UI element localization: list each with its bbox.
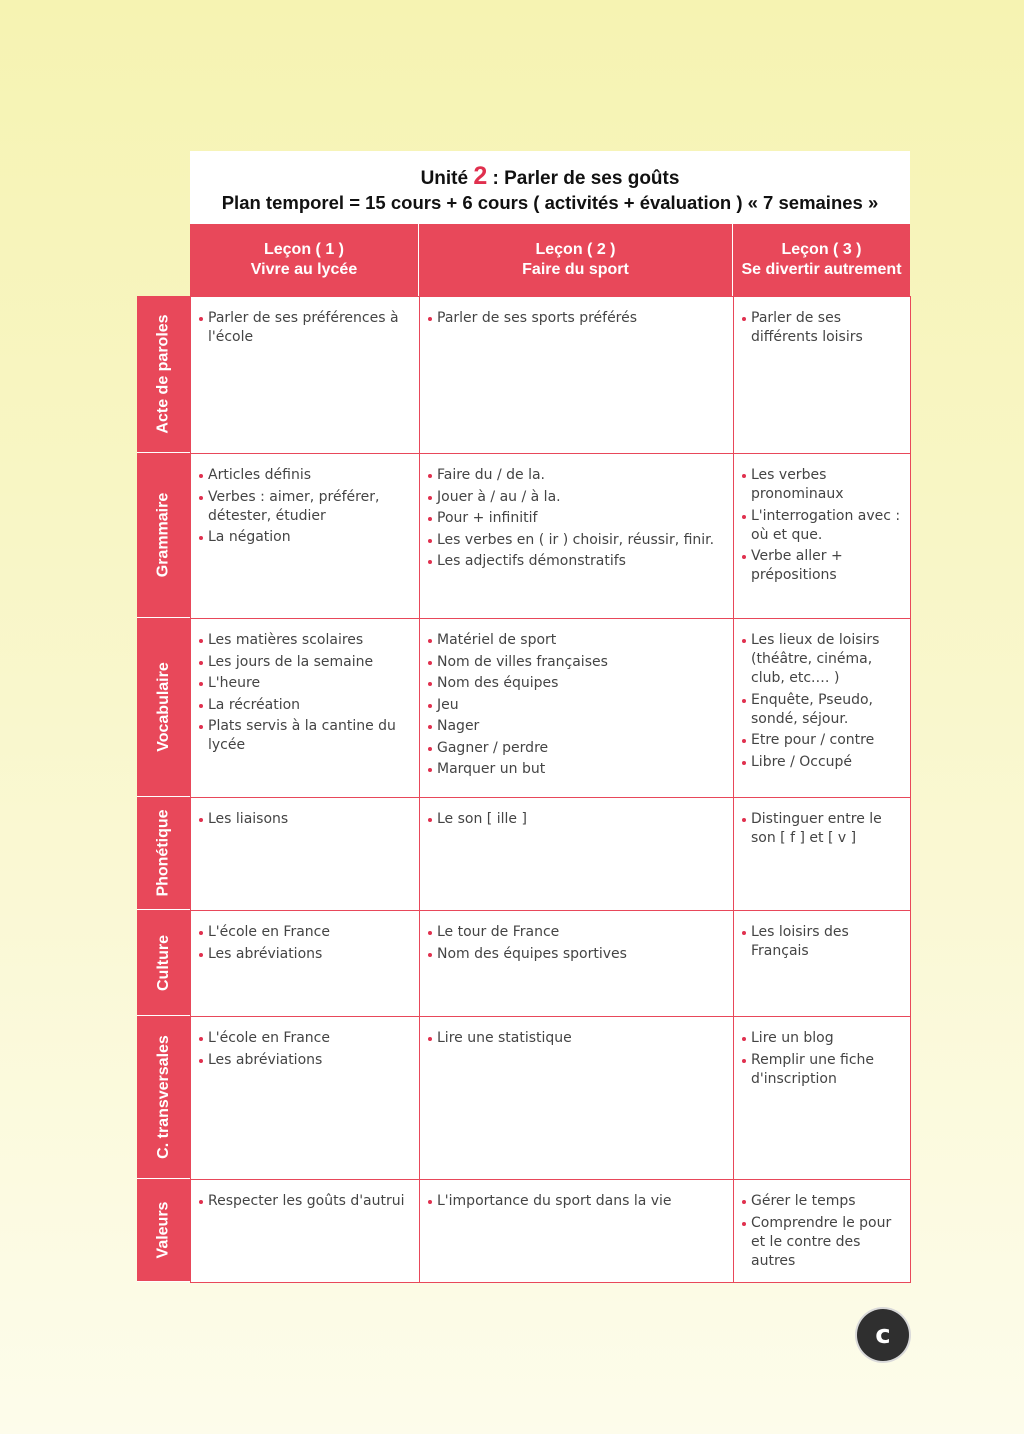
row-label <box>137 453 190 618</box>
lesson-2-number: Leçon ( 2 ) <box>535 241 616 258</box>
row-label <box>137 910 190 1016</box>
bullet-list <box>742 1029 902 1089</box>
bullet-list <box>199 923 411 964</box>
table-cell <box>733 618 911 798</box>
lesson-3-number: Leçon ( 3 ) <box>781 241 862 258</box>
row-label-text: C. transversales <box>154 1035 172 1159</box>
list-item: Le tour de France <box>428 923 725 942</box>
bullet-list <box>742 466 902 585</box>
bullet-list <box>742 309 902 347</box>
bullet-list <box>199 631 411 755</box>
bullet-list <box>428 466 725 571</box>
table-cell <box>733 453 911 619</box>
list-item: Parler de ses sports préférés <box>428 309 725 328</box>
bullet-list <box>199 1192 411 1211</box>
list-item: Nom des équipes <box>428 674 725 693</box>
unit-title-box <box>190 151 910 224</box>
list-item: Les verbes pronominaux <box>742 466 902 504</box>
bullet-list <box>742 631 902 772</box>
table-cell <box>190 1016 420 1180</box>
list-item: Enquête, Pseudo, sondé, séjour. <box>742 691 902 729</box>
list-item: Les matières scolaires <box>199 631 411 650</box>
list-item: Comprendre le pour et le contre des autres <box>742 1214 902 1271</box>
list-item: Gérer le temps <box>742 1192 902 1211</box>
row-label-text: Acte de paroles <box>154 314 172 434</box>
list-item: Plats servis à la cantine du lycée <box>199 717 411 755</box>
bullet-list <box>742 923 902 961</box>
table-cell <box>419 910 734 1017</box>
lesson-2-theme: Faire du sport <box>522 261 629 278</box>
unit-prefix: Unité <box>420 168 469 189</box>
row-label <box>137 296 190 453</box>
list-item: Les adjectifs démonstratifs <box>428 552 725 571</box>
list-item: Remplir une fiche d'inscription <box>742 1051 902 1089</box>
row-label <box>137 1179 190 1282</box>
list-item: Articles définis <box>199 466 411 485</box>
table-cell <box>419 1016 734 1180</box>
row-label-text: Valeurs <box>154 1201 172 1259</box>
list-item: L'école en France <box>199 1029 411 1048</box>
unit-name: : Parler de ses goûts <box>492 168 680 189</box>
list-item: Parler de ses préférences à l'école <box>199 309 411 347</box>
bullet-list <box>199 309 411 347</box>
list-item: Les abréviations <box>199 945 411 964</box>
list-item: Nager <box>428 717 725 736</box>
list-item: Les loisirs des Français <box>742 923 902 961</box>
table-cell <box>419 618 734 798</box>
row-label-text: Culture <box>154 934 172 991</box>
list-item: Marquer un but <box>428 760 725 779</box>
list-item: Lire un blog <box>742 1029 902 1048</box>
bullet-list <box>428 1029 725 1048</box>
row-label <box>137 797 190 910</box>
table-cell <box>419 296 734 454</box>
list-item: Lire une statistique <box>428 1029 725 1048</box>
list-item: Les verbes en ( ir ) choisir, réussir, finir. <box>428 531 725 550</box>
list-item: Jeu <box>428 696 725 715</box>
list-item: Faire du / de la. <box>428 466 725 485</box>
list-item: Matériel de sport <box>428 631 725 650</box>
time-plan: Plan temporel = 15 cours + 6 cours ( activités + évaluation ) « 7 semaines » <box>221 192 879 213</box>
list-item: Verbe aller + prépositions <box>742 547 902 585</box>
bullet-list <box>428 810 725 829</box>
table-cell <box>733 1179 911 1283</box>
table-cell <box>733 910 911 1017</box>
list-item: La négation <box>199 528 411 547</box>
bullet-list <box>742 1192 902 1271</box>
row-label <box>137 1016 190 1179</box>
bullet-list <box>199 1029 411 1070</box>
bullet-list <box>199 810 411 829</box>
table-cell <box>190 296 420 454</box>
list-item: Les liaisons <box>199 810 411 829</box>
row-label <box>137 618 190 797</box>
table-cell <box>190 453 420 619</box>
table-cell <box>419 797 734 911</box>
bullet-list <box>428 923 725 964</box>
list-item: Distinguer entre le son [ f ] et [ v ] <box>742 810 902 848</box>
lesson-1-theme: Vivre au lycée <box>250 261 358 278</box>
table-cell <box>190 797 420 911</box>
list-item: Les jours de la semaine <box>199 653 411 672</box>
list-item: Gagner / perdre <box>428 739 725 758</box>
list-item: Pour + infinitif <box>428 509 725 528</box>
bullet-list <box>428 631 725 779</box>
list-item: Etre pour / contre <box>742 731 902 750</box>
unit-number: 2 <box>473 162 488 190</box>
list-item: Jouer à / au / à la. <box>428 488 725 507</box>
list-item: La récréation <box>199 696 411 715</box>
row-label-text: Vocabulaire <box>154 662 172 752</box>
lesson-3-header <box>733 224 910 296</box>
list-item: Le son [ ille ] <box>428 810 725 829</box>
table-cell <box>190 1179 420 1283</box>
page-badge: c <box>857 1309 909 1361</box>
table-cell <box>190 618 420 798</box>
table-cell <box>733 296 911 454</box>
list-item: Les abréviations <box>199 1051 411 1070</box>
lesson-2-header <box>419 224 733 296</box>
row-label-text: Phonétique <box>154 809 172 897</box>
bullet-list <box>199 466 411 547</box>
bullet-list <box>742 810 902 848</box>
bullet-list <box>428 309 725 328</box>
list-item: Libre / Occupé <box>742 753 902 772</box>
lesson-header-row <box>190 224 910 296</box>
list-item: Nom de villes françaises <box>428 653 725 672</box>
list-item: Parler de ses différents loisirs <box>742 309 902 347</box>
list-item: L'interrogation avec : où et que. <box>742 507 902 545</box>
list-item: L'heure <box>199 674 411 693</box>
list-item: Les lieux de loisirs (théâtre, cinéma, club, etc.… ) <box>742 631 902 688</box>
table-cell <box>733 1016 911 1180</box>
list-item: Verbes : aimer, préférer, détester, étudier <box>199 488 411 526</box>
table-cell <box>419 453 734 619</box>
list-item: L'importance du sport dans la vie <box>428 1192 725 1211</box>
table-cell <box>190 910 420 1017</box>
row-label-text: Grammaire <box>154 492 172 578</box>
unit-title <box>190 164 910 191</box>
table-cell <box>733 797 911 911</box>
list-item: L'école en France <box>199 923 411 942</box>
list-item: Respecter les goûts d'autrui <box>199 1192 411 1211</box>
table-cell <box>419 1179 734 1283</box>
lesson-1-number: Leçon ( 1 ) <box>263 241 344 258</box>
lesson-1-header <box>190 224 419 296</box>
lesson-3-theme: Se divertir autrement <box>741 261 902 278</box>
bullet-list <box>428 1192 725 1211</box>
list-item: Nom des équipes sportives <box>428 945 725 964</box>
